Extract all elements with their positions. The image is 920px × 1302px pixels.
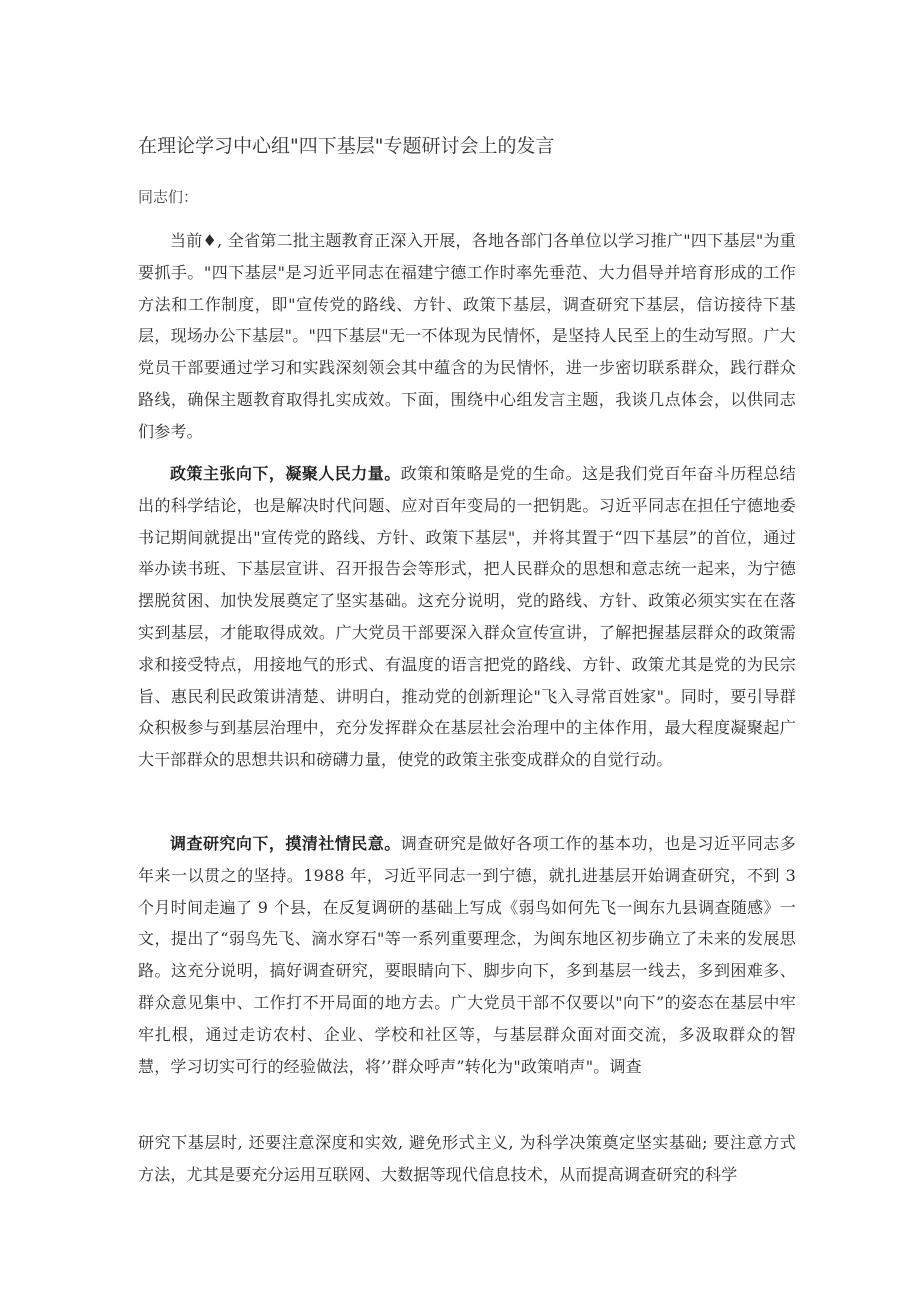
paragraph-research xyxy=(138,828,796,1082)
paragraph-body: 调查研究是做好各项工作的基本功，也是习近平同志多年来一以贯之的坚持。1988 年，习近平同志一到宁德，就扎进基层开始调查研究，不到 3 个月时间走遍了 9 个县，在反复调研的基础上写成《弱鸟如何先飞一闽东九县调查随感》一文，提出了“弱鸟先飞、滴水穿石"等一系列重要理念，为闽东地区初步确立了未来的发展思路。这充分说明，搞好调查研究，要眼睛向下、脚步向下，多到基层一线去，多到困难多、群众意见集中、工作打不开局面的地方去。广大党员干部不仅要以"向下”的姿态在基层中牢牢扎根，通过走访农村、企业、学校和社区等，与基层群众面对面交流，多汲取群众的智慧，学习切实可行的经验做法，将’’群众呼声”转化为"政策哨声"。调查 xyxy=(138,834,796,1076)
document-title: 在理论学习中心组"四下基层"专题研讨会上的发言 xyxy=(138,135,555,157)
paragraph-continuation xyxy=(138,1127,796,1191)
paragraph-intro xyxy=(138,225,796,448)
paragraph-policy xyxy=(138,458,796,776)
paragraph-body: 研究下基层时, 还要注意深度和实效, 避免形式主义, 为科学决策奠定坚实基础; 要注意方式方法，尤其是要充分运用互联网、大数据等现代信息技术，从而提高调查研究的科学 xyxy=(138,1133,796,1184)
paragraph-body: 政策和策略是党的生命。这是我们党百年奋斗历程总结出的科学结论，也是解决时代问题、应对百年变局的一把钥匙。习近平同志在担任宁德地委书记期间就提出"宣传党的路线、方针、政策下基层"，并将其置于“四下基层”的首位，通过举办读书班、下基层宣讲、召开报告会等形式，把人民群众的思想和意志统一起来，为宁德摆脱贫困、加快发展奠定了坚实基础。这充分说明，党的路线、方针、政策必须实实在在落实到基层，才能取得成效。广大党员干部要深入群众宣传宣讲，了解把握基层群众的政策需求和接受特点，用接地气的形式、有温度的语言把党的路线、方针、政策尤其是党的为民宗旨、惠民利民政策讲清楚、讲明白，推动党的创新理论"飞入寻常百姓家"。同时，要引导群众积极参与到基层治理中，充分发挥群众在基层社会治理中的主体作用，最大程度凝聚起广大干部群众的思想共识和磅礴力量，使党的政策主张变成群众的自觉行动。 xyxy=(138,464,796,770)
paragraph-lead: 政策主张向下，凝聚人民力量。 xyxy=(170,464,401,483)
salutation: 同志们： xyxy=(138,188,199,206)
paragraph-lead: 调查研究向下，摸清社情民意。 xyxy=(170,834,401,853)
paragraph-body: 当前♦, 全省第二批主题教育正深入开展，各地各部门各单位以学习推广"四下基层"为重要抓手。"四下基层"是习近平同志在福建宁德工作时率先垂范、大力倡导并培育形成的工作方法和工作制度，即"宣传党的路线、方针、政策下基层，调查研究下基层，信访接待下基层，现场办公下基层"。"四下基层"无一不体现为民情怀，是坚持人民至上的生动写照。广大党员干部要通过学习和实践深刻领会其中蕴含的为民情怀，进一步密切联系群众，践行群众路线，确保主题教育取得扎实成效。下面，围绕中心组发言主题，我谈几点体会，以供同志们参考。 xyxy=(138,231,796,441)
